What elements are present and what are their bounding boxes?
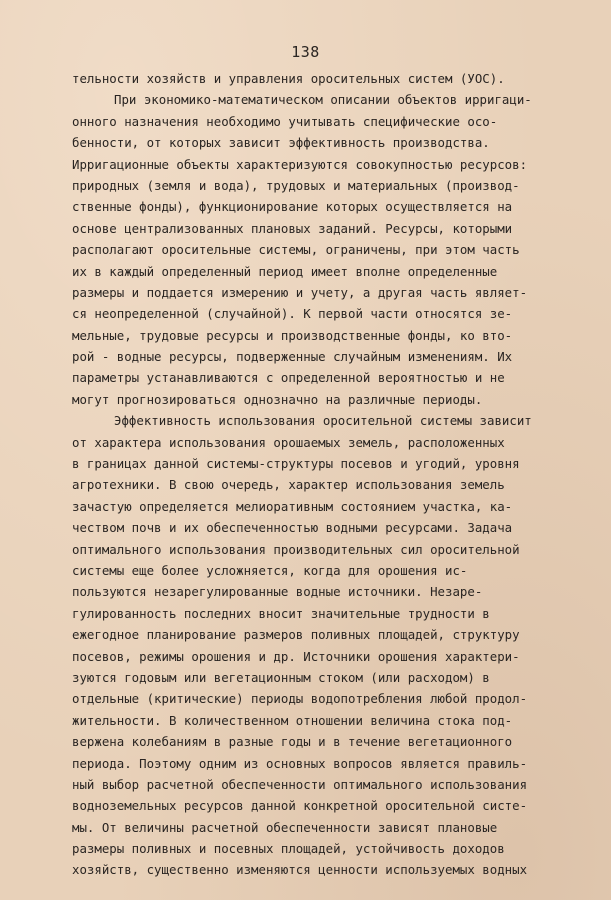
text-line: гулированность последних вносит значительные трудности в [72, 605, 490, 621]
text-line: могут прогнозироваться однозначно на различные периоды. [72, 391, 483, 407]
text-line: вержена колебаниям в разные годы и в течение вегетационного [72, 734, 513, 750]
text-line: от характера использования орошаемых земель, расположенных [72, 434, 505, 450]
text-line: зуются годовым или вегетационным стоком (или расходом) в [72, 669, 490, 685]
text-line: их в каждый определенный период имеет вполне определенные [72, 263, 498, 279]
text-line: хозяйств, существенно изменяются ценности используемых водных [72, 862, 528, 878]
text-line: отдельные (критические) периоды водопотребления любой продол- [72, 691, 528, 707]
text-line: мы. От величины расчетной обеспеченности зависят плановые [72, 819, 498, 835]
text-line: природных (земля и вода), трудовых и материальных (производ- [72, 177, 520, 193]
text-line: посевов, режимы орошения и др. Источники орошения характери- [72, 648, 520, 664]
text-line: основе централизованных плановых заданий. Ресурсы, которыми [72, 220, 513, 236]
text-line: Ирригационные объекты характеризуются совокупностью ресурсов: [72, 156, 528, 172]
text-line: чеством почв и их обеспеченностью водными ресурсами. Задача [72, 520, 513, 536]
text-line: пользуются незарегулированные водные источники. Незаре- [72, 584, 483, 600]
text-line: При экономико-математическом описании объектов ирригаци- [114, 92, 532, 108]
text-line: располагают оросительные системы, ограничены, при этом часть [72, 242, 520, 258]
text-line: оптимального использования производительных сил оросительной [72, 541, 520, 557]
text-line: зачастую определяется мелиоративным состоянием участка, ка- [72, 498, 513, 514]
body-text [0, 68, 611, 881]
text-line: системы еще более усложняется, когда для орошения ис- [72, 562, 468, 578]
text-line: ся неопределенной (случайной). К первой части относятся зе- [72, 306, 513, 322]
text-line: агротехники. В свою очередь, характер использования земель [72, 477, 505, 493]
text-line: ный выбор расчетной обеспеченности оптимального использования [72, 776, 528, 792]
text-line: параметры устанавливаются с определенной вероятностью и не [72, 370, 505, 386]
text-line: периода. Поэтому одним из основных вопросов является правиль- [72, 755, 528, 771]
text-line: онного назначения необходимо учитывать специфические осо- [72, 113, 498, 129]
text-line: жительности. В количественном отношении величина стока под- [72, 712, 513, 728]
text-line: Эффективность использования оросительной системы зависит [114, 413, 532, 429]
text-line: мельные, трудовые ресурсы и производственные фонды, ко вто- [72, 327, 513, 343]
text-line: размеры и поддается измерению и учету, а другая часть являет- [72, 284, 528, 300]
text-line: тельности хозяйств и управления оросительных систем (УОС). [72, 71, 505, 86]
text-line: рой - водные ресурсы, подверженные случайным изменениям. Их [72, 349, 513, 365]
page-number: 138 [291, 43, 320, 61]
text-line: водноземельных ресурсов данной конкретной оросительной систе- [72, 798, 528, 814]
text-line: размеры поливных и посевных площадей, устойчивость доходов [72, 841, 505, 857]
text-line: ственные фонды), функционирование которых осуществляется на [72, 199, 513, 215]
text-line: ежегодное планирование размеров поливных площадей, структуру [72, 627, 520, 643]
text-line: бенности, от которых зависит эффективность производства. [72, 135, 490, 151]
text-line: в границах данной системы-структуры посевов и угодий, уровня [72, 456, 520, 472]
